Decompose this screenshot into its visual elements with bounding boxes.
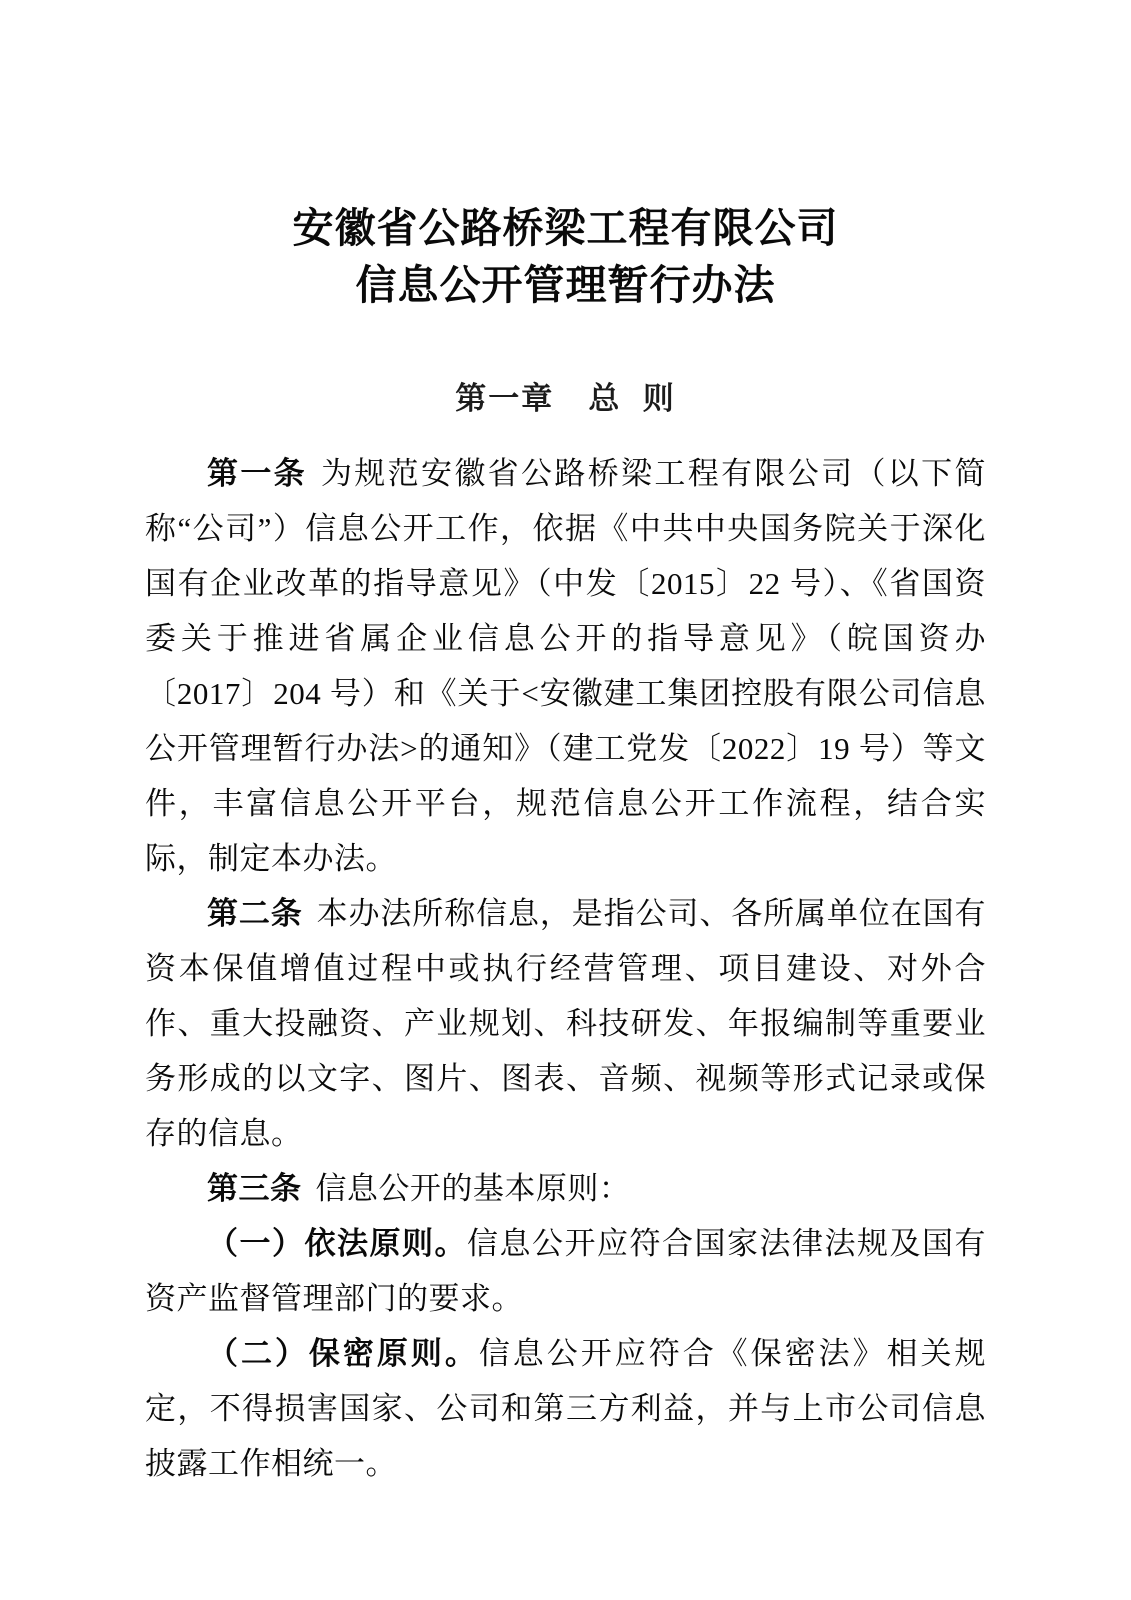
principle-item-1-lead: （一）依法原则。 [207,1226,467,1261]
chapter-number: 第一章 [455,381,555,416]
document-body [145,446,986,1491]
article-3 [145,1161,986,1216]
principle-item-1-text: 信息公开应符合国家法律法规及国有资产监督管理部门的要求。 [145,1226,986,1316]
chapter-heading [145,378,986,420]
principle-item-2-text: 信息公开应符合《保密法》相关规定，不得损害国家、公司和第三方利益，并与上市公司信息披露工作相统一。 [145,1336,987,1481]
article-1-text: 为规范安徽省公路桥梁工程有限公司（以下简称“公司”）信息公开工作，依据《中共中央国务院关于深化国有企业改革的指导意见》（中发〔2015〕22 号）、《省国资委关于推进省属企业信息公开的指导意见》（皖国资办〔2017〕204 号）和《关于<安徽建工集团控股有限公司信息公开管理暂行办法>的通知》（建工党发〔2022〕19 号）等文件，丰富信息公开平台，规范信息公开工作流程，结合实际，制定本办法。 [145,456,986,876]
document-title [145,200,986,314]
document-title-line-1: 安徽省公路桥梁工程有限公司 [292,205,839,251]
article-2 [145,886,986,1161]
article-2-text: 本办法所称信息，是指公司、各所属单位在国有资本保值增值过程中或执行经营管理、项目建设、对外合作、重大投融资、产业规划、科技研发、年报编制等重要业务形成的以文字、图片、图表、音频、视频等形式记录或保存的信息。 [145,896,987,1151]
document-title-line-2: 信息公开管理暂行办法 [355,262,776,308]
article-1-number: 第一条 [207,456,308,491]
principle-item-2 [145,1326,986,1491]
principle-item-1 [145,1216,986,1326]
article-3-text: 信息公开的基本原则： [315,1171,631,1206]
article-3-number: 第三条 [207,1171,302,1206]
principle-item-2-lead: （二）保密原则。 [207,1336,479,1371]
article-2-number: 第二条 [207,896,303,931]
article-1 [145,446,986,886]
chapter-name: 总 则 [588,381,676,416]
